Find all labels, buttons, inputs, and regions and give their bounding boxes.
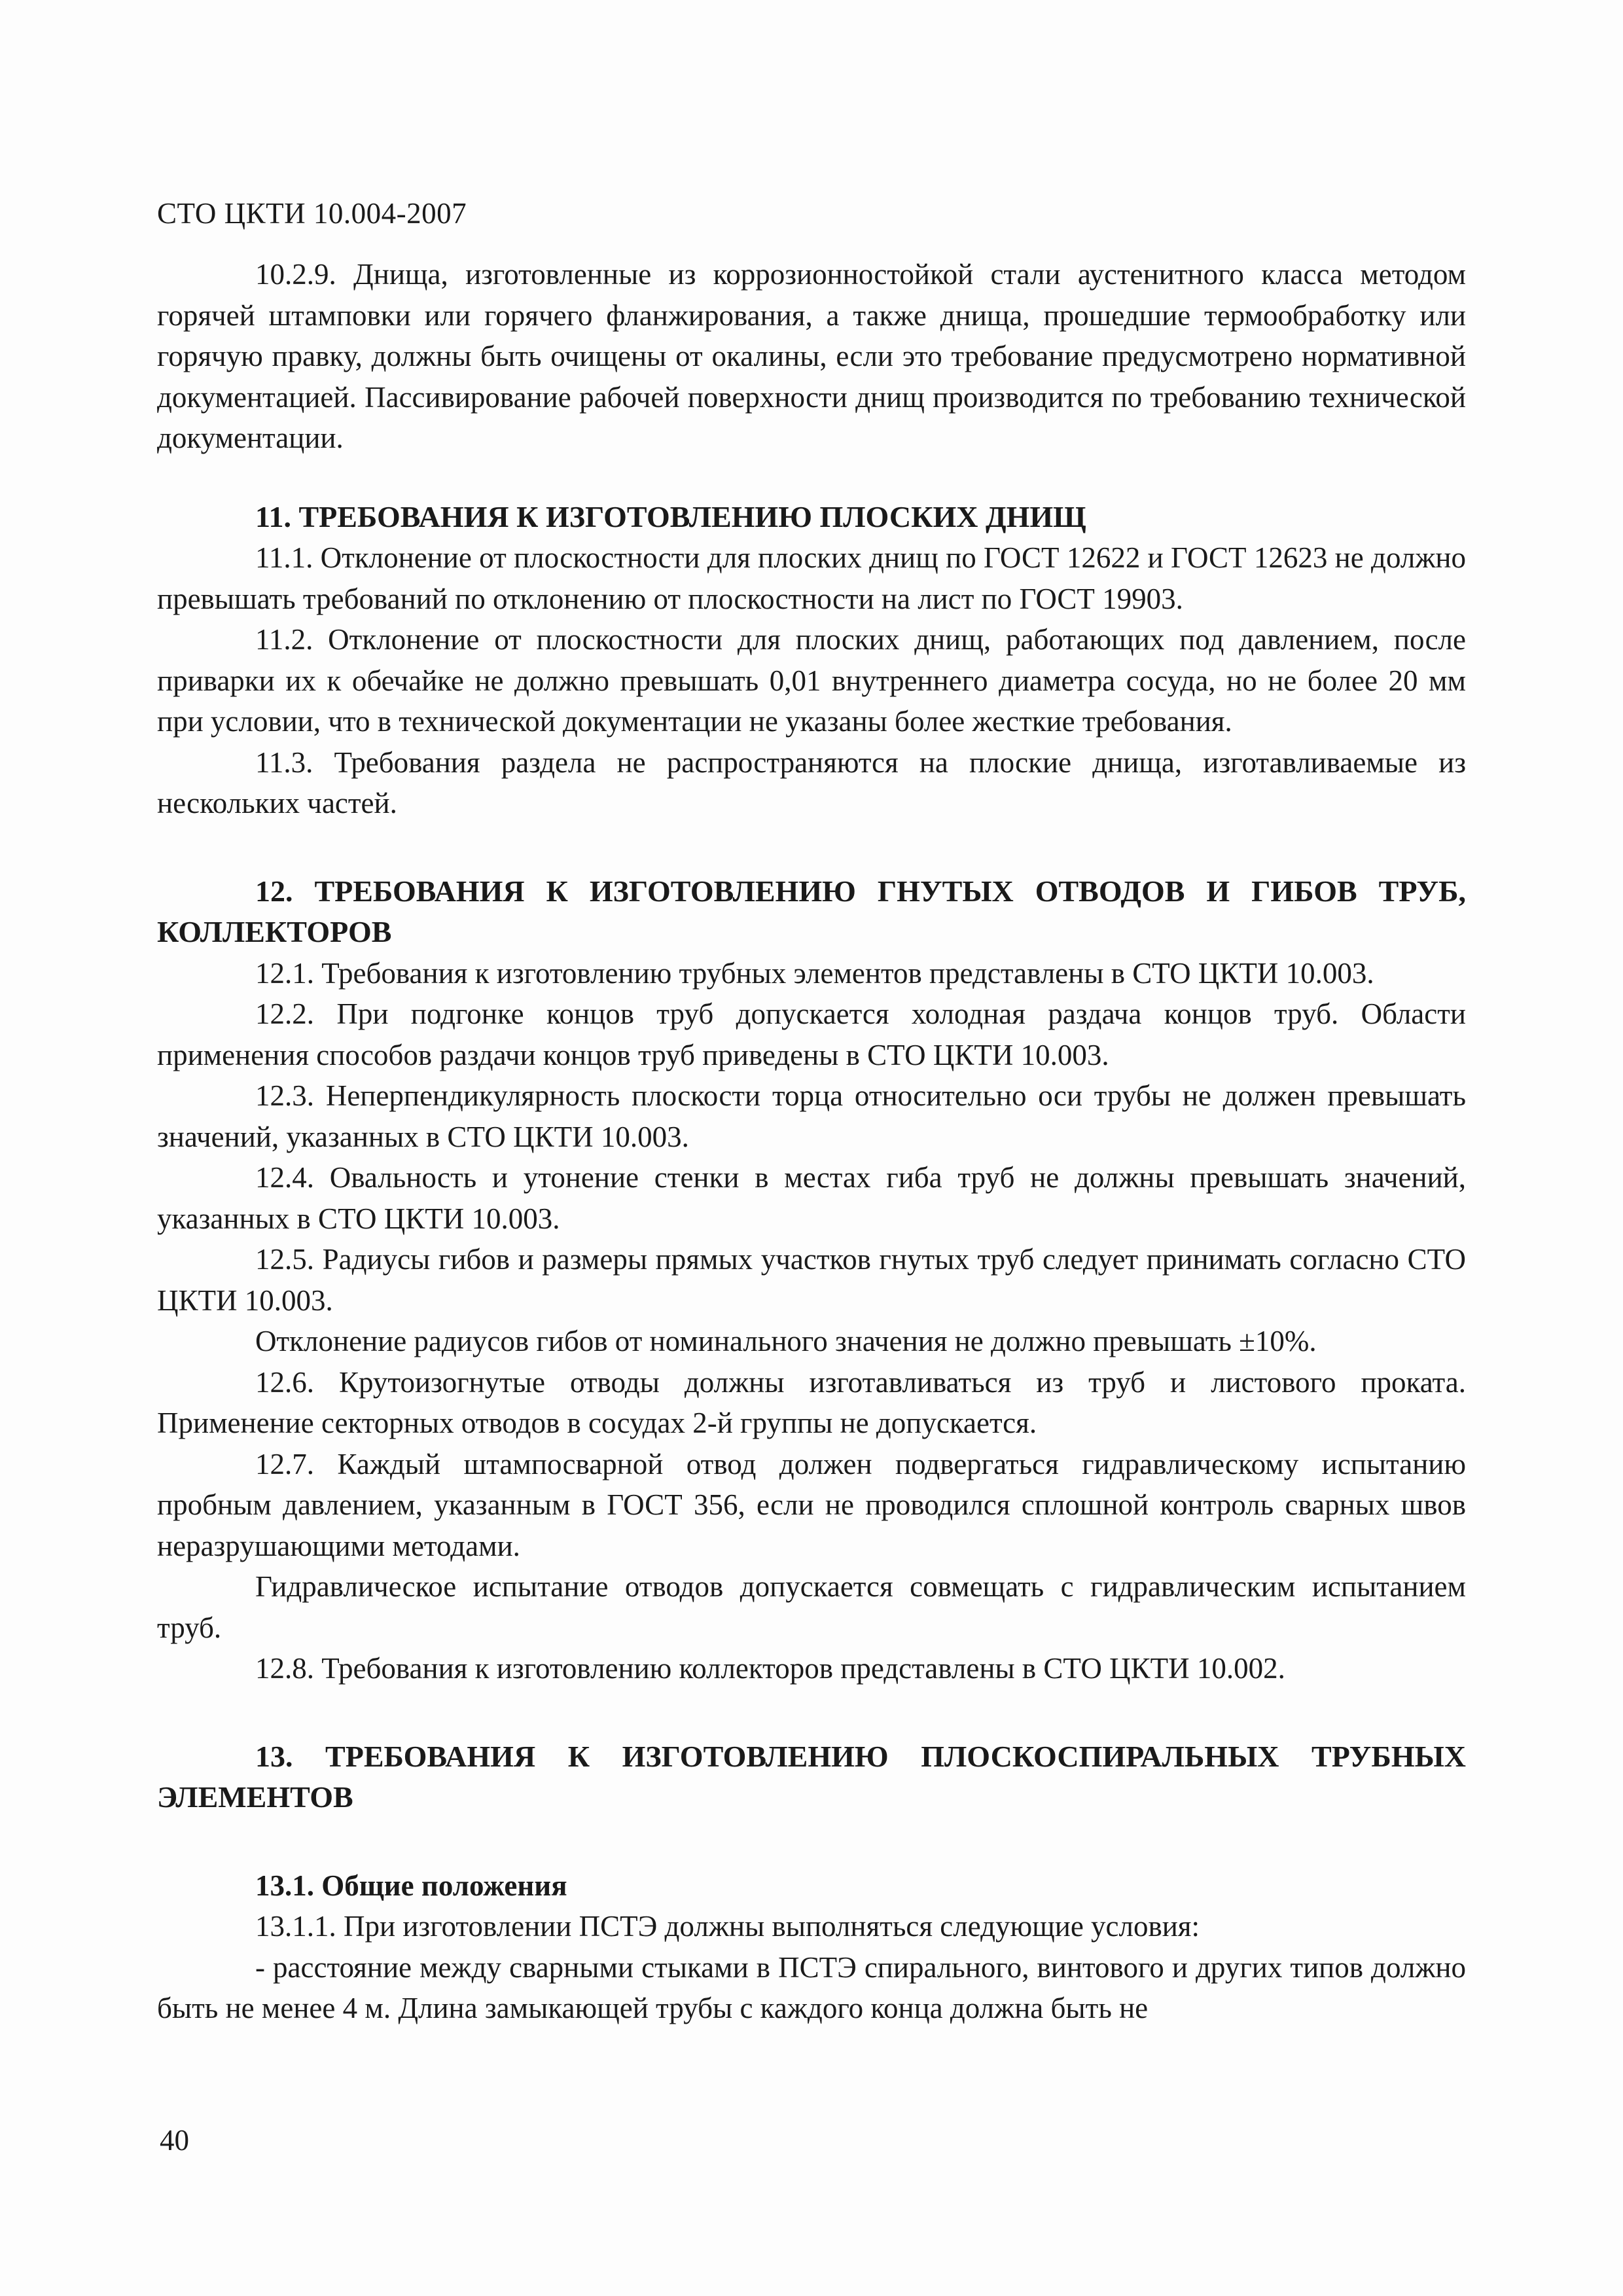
paragraph-12-6: 12.6. Крутоизогнутые отводы должны изготавливаться из труб и листового проката. Применение секторных отводов в сосудах 2-й группы не допускается. xyxy=(157,1365,1466,1439)
subsection-heading-13-1: 13.1. Общие положения xyxy=(255,1869,567,1902)
document-code: СТО ЦКТИ 10.004-2007 xyxy=(157,197,467,230)
paragraph-10-2-9: 10.2.9. Днища, изготовленные из коррозионностойкой стали аустенитного класса методом горячей штамповки или горячего фланжирования, а также днища, прошедшие термообработку или горячую правку, должны быть очищены от окалины, если это требование предусмотрено нормативной документацией. Пассивирование рабочей поверхности днищ производится по требованию технической документации. xyxy=(157,258,1466,454)
paragraph-11-1: 11.1. Отклонение от плоскостности для плоских днищ по ГОСТ 12622 и ГОСТ 12623 не должно превышать требований по отклонению от плоскостности на лист по ГОСТ 19903. xyxy=(157,541,1466,615)
page-number: 40 xyxy=(160,2124,189,2157)
paragraph-12-1: 12.1. Требования к изготовлению трубных элементов представлены в СТО ЦКТИ 10.003. xyxy=(255,956,1374,990)
spacer xyxy=(157,1818,1466,1865)
paragraph-13-1-1: 13.1.1. При изготовлении ПСТЭ должны выполняться следующие условия: xyxy=(255,1910,1200,1943)
spacer xyxy=(157,824,1466,871)
paragraph-12-2: 12.2. При подгонке концов труб допускается холодная раздача концов труб. Области применения способов раздачи концов труб приведены в СТО ЦКТИ 10.003. xyxy=(157,997,1466,1071)
paragraph-12-8: 12.8. Требования к изготовлению коллекторов представлены в СТО ЦКТИ 10.002. xyxy=(255,1652,1285,1685)
spacer xyxy=(157,1689,1466,1736)
list-item-weld-spacing: - расстояние между сварными стыками в ПСТЭ спирального, винтового и других типов должно быть не менее 4 м. Длина замыкающей трубы с каждого конца должна быть не xyxy=(157,1950,1466,2024)
paragraph-12-5: 12.5. Радиусы гибов и размеры прямых участков гнутых труб следует принимать согласно СТО ЦКТИ 10.003. xyxy=(157,1243,1466,1317)
paragraph-12-5-tolerance: Отклонение радиусов гибов от номинального значения не должно превышать ±10%. xyxy=(255,1325,1317,1357)
paragraph-11-2: 11.2. Отклонение от плоскостности для плоских днищ, работающих под давлением, после приварки их к обечайке не должно превышать 0,01 внутреннего диаметра сосуда, но не более 20 мм при условии, что в технической документации не указаны более жесткие требования. xyxy=(157,623,1466,738)
section-heading-12: 12. ТРЕБОВАНИЯ К ИЗГОТОВЛЕНИЮ ГНУТЫХ ОТВОДОВ И ГИБОВ ТРУБ, КОЛЛЕКТОРОВ xyxy=(157,874,1466,948)
paragraph-12-4: 12.4. Овальность и утонение стенки в местах гиба труб не должны превышать значений, указанных в СТО ЦКТИ 10.003. xyxy=(157,1161,1466,1235)
document-body xyxy=(157,254,1466,2029)
paragraph-12-7: 12.7. Каждый штампосварной отвод должен подвергаться гидравлическому испытанию пробным давлением, указанным в ГОСТ 356, если не проводился сплошной контроль сварных швов неразрушающими методами. xyxy=(157,1447,1466,1562)
section-heading-11: 11. ТРЕБОВАНИЯ К ИЗГОТОВЛЕНИЮ ПЛОСКИХ ДНИЩ xyxy=(255,499,1086,533)
paragraph-12-7-hydro-test: Гидравлическое испытание отводов допускается совмещать с гидравлическим испытанием труб. xyxy=(157,1570,1466,1644)
paragraph-11-3: 11.3. Требования раздела не распространяются на плоские днища, изготавливаемые из нескольких частей. xyxy=(157,745,1466,819)
section-heading-13: 13. ТРЕБОВАНИЯ К ИЗГОТОВЛЕНИЮ ПЛОСКОСПИРАЛЬНЫХ ТРУБНЫХ ЭЛЕМЕНТОВ xyxy=(157,1739,1466,1814)
paragraph-12-3: 12.3. Неперпендикулярность плоскости торца относительно оси трубы не должен превышать значений, указанных в СТО ЦКТИ 10.003. xyxy=(157,1079,1466,1153)
spacer xyxy=(157,459,1466,497)
